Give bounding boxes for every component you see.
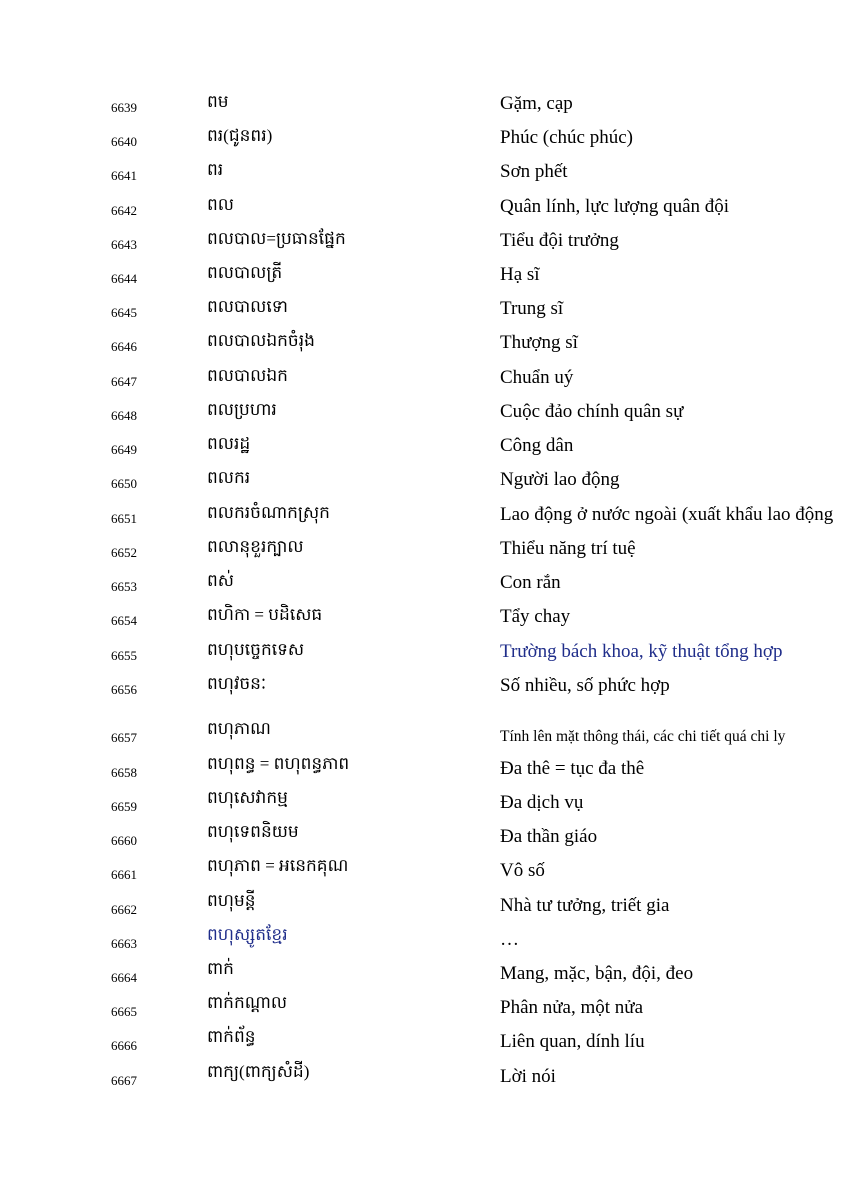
khmer-term: ពលរដ្ឋ	[207, 434, 251, 453]
entry-number: 6665	[111, 1004, 137, 1019]
entry-number: 6659	[111, 799, 137, 814]
vietnamese-meaning: Sơn phết	[500, 161, 568, 182]
vietnamese-meaning: Phân nửa, một nửa	[500, 997, 644, 1018]
vietnamese-meaning: …	[500, 929, 519, 950]
vietnamese-meaning: Liên quan, dính líu	[500, 1031, 645, 1052]
entry-row	[0, 195, 848, 225]
entry-number: 6666	[111, 1038, 137, 1053]
entry-row	[0, 126, 848, 156]
vietnamese-meaning: Tính lên mặt thông thái, các chi tiết quá chi ly	[500, 728, 786, 745]
entry-row	[0, 1027, 848, 1060]
vietnamese-meaning: Thiểu năng trí tuệ	[500, 538, 636, 559]
entry-row	[0, 229, 848, 259]
khmer-term: ពហុភាព = អនេកគុណ	[207, 856, 349, 875]
entry-number: 6653	[111, 579, 137, 594]
entry-number: 6655	[111, 648, 137, 663]
khmer-term: ពលករ	[207, 468, 251, 487]
entry-row	[0, 331, 848, 361]
vietnamese-meaning: Quân lính, lực lượng quân đội	[500, 196, 730, 217]
khmer-term: ពហិកា = បដិសេធ	[207, 605, 323, 624]
khmer-term: ពលបាលទោ	[207, 297, 288, 316]
vietnamese-meaning: Vô số	[500, 860, 545, 881]
khmer-term: ពម	[207, 92, 229, 111]
entry-number: 6658	[111, 765, 137, 780]
vietnamese-meaning: Con rắn	[500, 572, 561, 593]
entry-number: 6664	[111, 970, 137, 985]
entry-number: 6654	[111, 613, 137, 628]
khmer-term: ពហុពន្ធ = ពហុពន្ធភាព	[207, 754, 350, 773]
vietnamese-meaning: Cuộc đảo chính quân sự	[500, 401, 684, 422]
entry-row	[0, 856, 848, 889]
entry-number: 6649	[111, 442, 137, 457]
entry-row	[0, 503, 848, 533]
entry-number: 6643	[111, 237, 137, 252]
entry-number: 6652	[111, 545, 137, 560]
khmer-term: ពហុភាណ	[207, 719, 271, 738]
khmer-term: ពលប្រហារ	[207, 400, 277, 419]
khmer-term: ពលករចំណាកស្រុក	[207, 503, 330, 522]
entry-row	[0, 640, 848, 670]
khmer-term: ពរ(ជូនពរ)	[207, 126, 273, 145]
entry-row	[0, 92, 848, 122]
entry-row	[0, 366, 848, 396]
entry-number: 6662	[111, 902, 137, 917]
khmer-term: ពាក់ព័ន្ធ	[207, 1027, 256, 1046]
entry-row	[0, 434, 848, 464]
entry-row	[0, 674, 848, 704]
khmer-term: ពរ	[207, 160, 224, 179]
entry-number: 6646	[111, 339, 137, 354]
entry-row	[0, 788, 848, 821]
vietnamese-meaning: Trung sĩ	[500, 298, 564, 319]
vietnamese-meaning: Lao động ở nước ngoài (xuất khẩu lao động	[500, 504, 834, 525]
entry-number: 6647	[111, 374, 137, 389]
vietnamese-meaning: Hạ sĩ	[500, 264, 540, 285]
vietnamese-meaning: Đa thần giáo	[500, 826, 598, 847]
entry-number: 6663	[111, 936, 137, 951]
khmer-term: ពហុមន្តី	[207, 891, 256, 910]
entry-number: 6640	[111, 134, 137, 149]
khmer-term: ពលានុខួរក្បាល	[207, 537, 304, 556]
entry-number: 6644	[111, 271, 137, 286]
vietnamese-meaning: Gặm, cạp	[500, 93, 573, 114]
entry-row	[0, 925, 848, 958]
entry-number: 6645	[111, 305, 137, 320]
vietnamese-meaning: Đa dịch vụ	[500, 792, 584, 813]
vietnamese-meaning: Mang, mặc, bận, đội, đeo	[500, 963, 694, 984]
entry-row	[0, 537, 848, 567]
khmer-term: ពហុសេវាកម្ម	[207, 788, 288, 807]
khmer-term: ពលបាលឯកចំរុង	[207, 331, 315, 350]
khmer-term: ពហុទេពនិយម	[207, 822, 299, 841]
vietnamese-meaning: Chuẩn uý	[500, 367, 574, 388]
entry-row	[0, 160, 848, 190]
khmer-term: ពាក្យ(ពាក្យសំដី)	[207, 1062, 310, 1081]
entry-number: 6667	[111, 1073, 137, 1088]
entry-number: 6648	[111, 408, 137, 423]
khmer-term: ពហុវចនៈ	[207, 674, 267, 693]
entry-number: 6657	[111, 730, 137, 745]
vietnamese-meaning: Đa thê = tục đa thê	[500, 758, 645, 779]
vietnamese-meaning: Người lao động	[500, 469, 620, 490]
khmer-term: ពល	[207, 195, 234, 214]
vietnamese-meaning: Trường bách khoa, kỹ thuật tổng hợp	[500, 641, 783, 662]
entry-row	[0, 297, 848, 327]
khmer-term: ពហុស្សូតខ្មែរ	[207, 925, 288, 944]
entry-row	[0, 1062, 848, 1095]
khmer-term: ពាក់កណ្តាល	[207, 993, 288, 1012]
entry-number: 6642	[111, 203, 137, 218]
khmer-term: ពស់	[207, 571, 234, 590]
entry-number: 6651	[111, 511, 137, 526]
vietnamese-meaning: Lời nói	[500, 1066, 556, 1087]
entry-number: 6639	[111, 100, 137, 115]
entry-number: 6641	[111, 168, 137, 183]
entry-row	[0, 754, 848, 787]
vietnamese-meaning: Công dân	[500, 435, 574, 456]
vietnamese-meaning: Tẩy chay	[500, 606, 571, 627]
khmer-term: ពលបាល=ប្រធានផ្នែក	[207, 229, 346, 248]
entry-number: 6661	[111, 867, 137, 882]
vietnamese-meaning: Nhà tư tưởng, triết gia	[500, 895, 670, 916]
entry-number: 6650	[111, 476, 137, 491]
vietnamese-meaning: Thượng sĩ	[500, 332, 578, 353]
entry-row	[0, 822, 848, 855]
khmer-term: ពាក់	[207, 959, 234, 978]
entry-row	[0, 993, 848, 1026]
entry-row	[0, 400, 848, 430]
entry-row	[0, 959, 848, 992]
vietnamese-meaning: Tiểu đội trưởng	[500, 230, 619, 251]
entry-row	[0, 719, 848, 752]
khmer-term: ពហុបច្ចេកទេស	[207, 640, 305, 659]
entry-row	[0, 468, 848, 498]
entry-row	[0, 571, 848, 601]
entry-row	[0, 891, 848, 924]
khmer-term: ពលបាលឯក	[207, 366, 288, 385]
vietnamese-meaning: Số nhiều, số phức hợp	[500, 675, 670, 696]
vietnamese-meaning: Phúc (chúc phúc)	[500, 127, 633, 148]
entry-row	[0, 605, 848, 635]
khmer-term: ពលបាលត្រី	[207, 263, 283, 282]
entry-number: 6660	[111, 833, 137, 848]
entry-row	[0, 263, 848, 293]
entry-number: 6656	[111, 682, 137, 697]
